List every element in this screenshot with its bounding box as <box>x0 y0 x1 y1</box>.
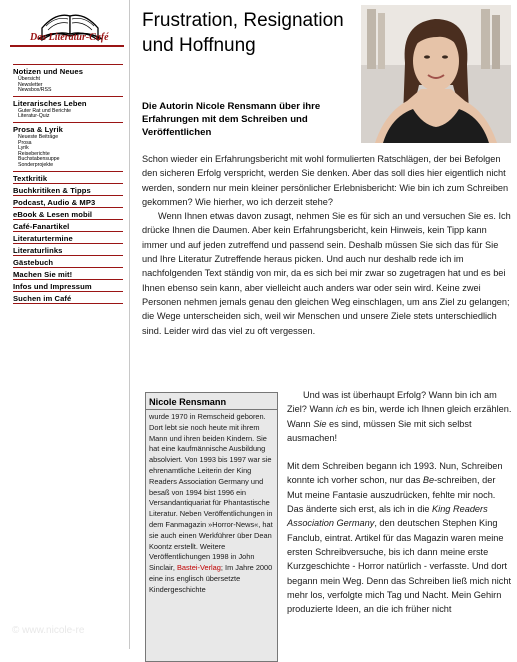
nav-subitem[interactable]: Buchstabensuppe <box>18 156 60 163</box>
nav-section <box>13 280 123 292</box>
nav-section <box>13 196 123 208</box>
nav-item[interactable]: Textkritik <box>13 172 123 184</box>
nav-section <box>13 256 123 268</box>
text-run: , den deutschen Stephen King Fanclub, eintrat. Artikel für das Magazin waren meine ersten Schreibversuche, bis ich dann meine erste Kurzgeschichte - Horror natürlich - verfasste. Und dort begann mein Weg. Denn das Schreiben ließ mich nicht mehr los, verfolgte mich Tag und Nacht. Mein Gehirn produzierte Ideen, an die ich früher nicht <box>287 518 512 615</box>
text-run: es bin, werde ich Ihnen gleich erzählen. Wann <box>287 404 512 429</box>
emphasis: Sie <box>313 418 327 429</box>
nav-subitem[interactable]: Lyrik <box>18 145 29 152</box>
nav-subitems <box>13 134 123 172</box>
paragraph-success <box>287 388 513 445</box>
nav-section <box>13 208 123 220</box>
nav-section <box>13 184 123 196</box>
nav-section <box>13 97 123 123</box>
bio-text <box>149 412 274 596</box>
nav-subitems <box>13 108 123 123</box>
nav-section <box>13 123 123 172</box>
article-subtitle: Die Autorin Nicole Rensmann über ihre Erfahrungen mit dem Schreiben und Veröffentlichen <box>142 101 321 138</box>
text-run: Und was ist überhaupt Erfolg? Wann bin ich am Ziel? Wann <box>287 390 497 415</box>
site-logo[interactable] <box>8 2 126 46</box>
paragraph-writing-start <box>287 459 513 616</box>
logo-text: Das Literatur-Café <box>30 32 109 43</box>
text-run: es sind, müssen Sie mit sich selbst ausmachen! <box>287 418 472 443</box>
paragraph-second: Wenn Ihnen etwas davon zusagt, nehmen Sie es für sich an und versuchen Sie es. Ich drücke Ihnen die Daumen. Aber kein Erfahrungsbericht, kein Hinweis, kein Tipp kann immer und auf jeden zutreffend und passend sein. Deshalb müssen Sie sich das für Sie und Ihre Literatur Zutreffende heraus picken. Und auch nur deshalb rede ich im nachfolgenden Text ständig von mir, da es sich bei mir zwar so zugetragen hat und es bei Ihnen ebenso sein kann, aber vielleicht auch anders war oder sein wird. Keine zwei Personen nehmen jemals genau den gleichen Weg einschlagen, um ans Ziel zu gelangen; die Wege unterscheiden sich, weil wir Menschen und unsere Ziele stets unterschiedlich sind. Leider wird das viel zu oft vergessen. <box>142 211 511 336</box>
nav-section <box>13 172 123 184</box>
nav-item[interactable]: Buchkritiken & Tipps <box>13 184 123 196</box>
author-photo <box>361 5 511 143</box>
emphasis: ich <box>335 404 348 415</box>
watermark: © www.nicole-re <box>12 625 85 636</box>
nav-section <box>13 292 123 304</box>
nav-item[interactable]: eBook & Lesen mobil <box>13 208 123 220</box>
nav-subitem[interactable]: Reiseberichte <box>18 150 50 157</box>
nav-item[interactable]: Café-Fanartikel <box>13 220 123 232</box>
bio-text-part: ; Im Jahre 2000 eine ins englisch übersetzte Kindergeschichte <box>149 563 273 594</box>
nav-item[interactable]: Podcast, Audio & MP3 <box>13 196 123 208</box>
nav-subitem[interactable]: Prosa <box>18 139 32 146</box>
nav-subitem[interactable]: Übersicht <box>18 76 40 82</box>
paragraph-intro: Schon wieder ein Erfahrungsbericht mit wohl formulierten Ratschlägen, der bei Befolgen den sicheren Erfolg verspricht, werden Sie denken. Aber das soll dies hier eigentlich nicht werden, sondern nur mein kleiner persönlicher Erlebnisbericht: Wie bin ich zum Schreiben gekommen? Wie hierher, wo ich derzeit stehe? <box>142 154 509 207</box>
nav-subitem[interactable]: Neueste Beiträge <box>18 133 59 140</box>
nav-subitem[interactable]: Newsbox/RSS <box>18 87 52 94</box>
nav-subitems <box>13 76 123 97</box>
author-portrait-image <box>361 5 511 143</box>
author-bio-box <box>145 392 278 662</box>
nav-item[interactable]: Suchen im Café <box>13 292 123 304</box>
nav-item[interactable]: Gästebuch <box>13 256 123 268</box>
nav-item[interactable]: Literaturlinks <box>13 244 123 256</box>
text-run: -schreiben, der Mut meine Fantasie auszudrücken, fehlte mir noch. Das änderte sich erst, als ich in die <box>287 475 496 515</box>
sidebar-divider <box>129 0 130 649</box>
nav-subitem[interactable]: Sonderprojekte <box>18 161 54 168</box>
page-title: Frustration, Resignation und Hoffnung <box>142 10 344 56</box>
emphasis: Be <box>422 475 435 486</box>
bio-text-part: wurde 1970 in Remscheid geboren. Dort lebt sie noch heute mit ihrem Mann und ihren beiden Kindern. Sie hat eine kaufmännische Ausbildung absolviert. Von 1993 bis 1997 war sie ehrenamtliche Leiterin der King Readers Association Germany und besaß von 1994 bist 1996 ein Versandantiquariat für Phantastische Literatur. Neben Veröffentlichungen in dem Fanmagazin »Horror-News«, hat sie auch einen Werkführer über Dean Koontz erstellt. Weitere Veröffentlichungen 1998 in John Sinclair, <box>149 412 273 573</box>
text-run: Mit dem Schreiben begann ich 1993. Nun, Schreiben konnte ich vorher schon, nur das <box>287 461 503 486</box>
article-body <box>142 152 514 338</box>
nav-section <box>13 268 123 280</box>
nav-section <box>13 232 123 244</box>
nav-subitem[interactable]: Literatur-Quiz <box>18 113 50 120</box>
nav-item[interactable]: Literarisches Leben <box>13 98 87 108</box>
nav-item[interactable]: Prosa & Lyrik <box>13 124 63 134</box>
nav-section <box>13 220 123 232</box>
nav-subitem[interactable]: Guter Rat und Berichte <box>18 107 72 114</box>
bio-title: Nicole Rensmann <box>146 396 277 410</box>
logo-divider <box>10 45 124 47</box>
sidebar-nav <box>13 64 123 304</box>
nav-item[interactable]: Notizen und Neues <box>13 64 123 76</box>
emphasis: King Readers Association Germany <box>287 504 488 529</box>
nav-item[interactable]: Literaturtermine <box>13 232 123 244</box>
nav-section <box>13 244 123 256</box>
nav-section <box>13 64 123 97</box>
sidebar <box>0 0 130 649</box>
bastei-verlag-link[interactable]: Bastei-Verlag <box>176 563 221 573</box>
nav-item[interactable]: Machen Sie mit! <box>13 268 123 280</box>
article-column-right <box>287 388 513 630</box>
nav-item[interactable]: Infos und Impressum <box>13 280 123 292</box>
nav-subitem[interactable]: Newsletter <box>18 81 43 88</box>
